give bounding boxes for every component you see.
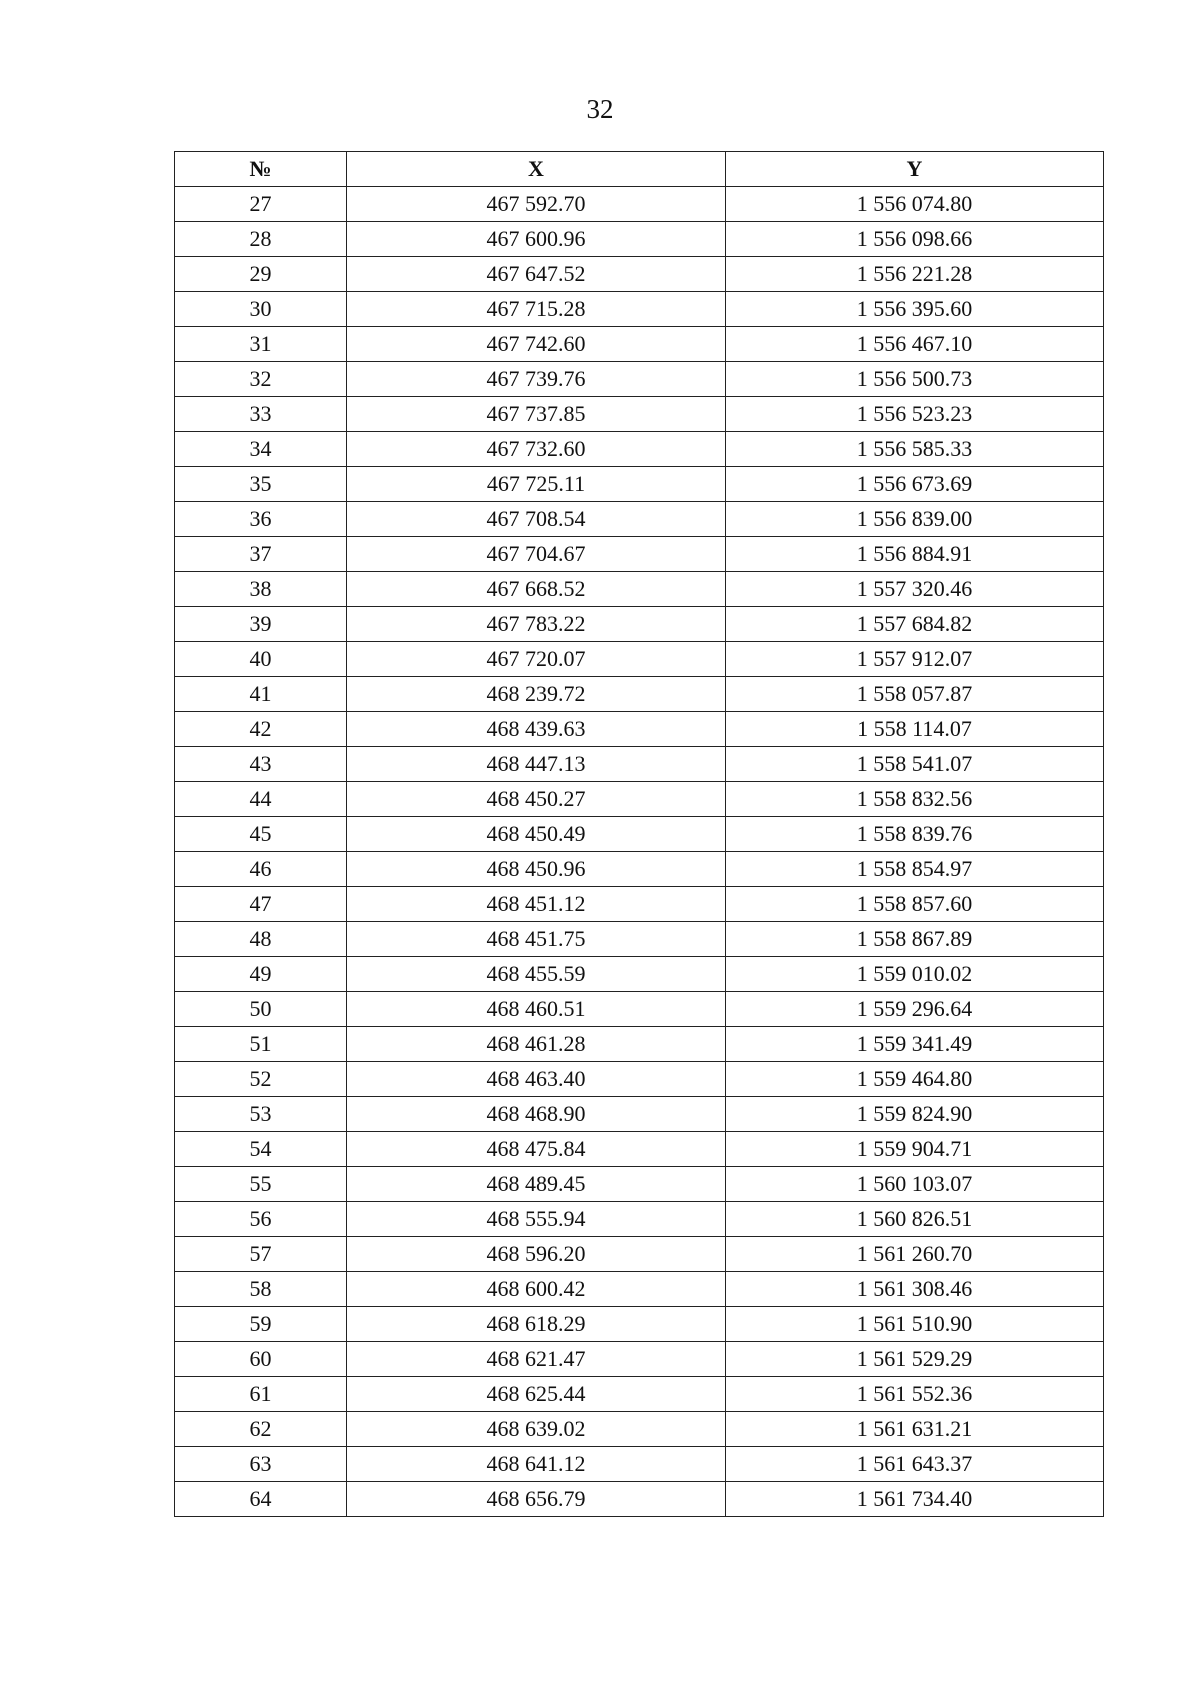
x-coordinate-cell: 468 447.13 xyxy=(347,747,726,782)
point-number-cell: 43 xyxy=(175,747,347,782)
table-body xyxy=(175,187,1104,1517)
y-coordinate-cell: 1 560 826.51 xyxy=(726,1202,1104,1237)
point-number-cell: 44 xyxy=(175,782,347,817)
table-row xyxy=(175,607,1104,642)
table-row xyxy=(175,1027,1104,1062)
y-coordinate-cell: 1 561 552.36 xyxy=(726,1377,1104,1412)
x-coordinate-cell: 467 668.52 xyxy=(347,572,726,607)
point-number-cell: 49 xyxy=(175,957,347,992)
table-row xyxy=(175,1412,1104,1447)
x-coordinate-cell: 468 618.29 xyxy=(347,1307,726,1342)
x-coordinate-cell: 468 489.45 xyxy=(347,1167,726,1202)
y-coordinate-cell: 1 556 467.10 xyxy=(726,327,1104,362)
table-row xyxy=(175,887,1104,922)
x-coordinate-cell: 467 737.85 xyxy=(347,397,726,432)
point-number-cell: 59 xyxy=(175,1307,347,1342)
y-coordinate-cell: 1 559 010.02 xyxy=(726,957,1104,992)
x-coordinate-cell: 468 460.51 xyxy=(347,992,726,1027)
x-coordinate-cell: 468 239.72 xyxy=(347,677,726,712)
y-coordinate-cell: 1 557 912.07 xyxy=(726,642,1104,677)
x-coordinate-cell: 468 451.12 xyxy=(347,887,726,922)
x-coordinate-cell: 468 625.44 xyxy=(347,1377,726,1412)
point-number-cell: 38 xyxy=(175,572,347,607)
x-coordinate-cell: 467 783.22 xyxy=(347,607,726,642)
point-number-cell: 57 xyxy=(175,1237,347,1272)
y-coordinate-cell: 1 556 523.23 xyxy=(726,397,1104,432)
x-coordinate-cell: 467 725.11 xyxy=(347,467,726,502)
y-coordinate-cell: 1 558 867.89 xyxy=(726,922,1104,957)
point-number-cell: 47 xyxy=(175,887,347,922)
y-coordinate-cell: 1 556 884.91 xyxy=(726,537,1104,572)
point-number-cell: 45 xyxy=(175,817,347,852)
y-coordinate-cell: 1 559 824.90 xyxy=(726,1097,1104,1132)
y-coordinate-cell: 1 561 529.29 xyxy=(726,1342,1104,1377)
table-row xyxy=(175,432,1104,467)
y-coordinate-cell: 1 556 221.28 xyxy=(726,257,1104,292)
table-row xyxy=(175,1167,1104,1202)
table-row xyxy=(175,817,1104,852)
y-coordinate-cell: 1 556 500.73 xyxy=(726,362,1104,397)
header-number: № xyxy=(175,152,347,187)
table-row xyxy=(175,1097,1104,1132)
table-row xyxy=(175,1342,1104,1377)
table-row xyxy=(175,1062,1104,1097)
table-row xyxy=(175,957,1104,992)
x-coordinate-cell: 468 468.90 xyxy=(347,1097,726,1132)
table-row xyxy=(175,1482,1104,1517)
table-row xyxy=(175,572,1104,607)
y-coordinate-cell: 1 561 308.46 xyxy=(726,1272,1104,1307)
table-row xyxy=(175,642,1104,677)
x-coordinate-cell: 468 596.20 xyxy=(347,1237,726,1272)
point-number-cell: 36 xyxy=(175,502,347,537)
table-row xyxy=(175,327,1104,362)
y-coordinate-cell: 1 556 395.60 xyxy=(726,292,1104,327)
point-number-cell: 30 xyxy=(175,292,347,327)
header-x: X xyxy=(347,152,726,187)
x-coordinate-cell: 468 475.84 xyxy=(347,1132,726,1167)
y-coordinate-cell: 1 558 839.76 xyxy=(726,817,1104,852)
y-coordinate-cell: 1 556 585.33 xyxy=(726,432,1104,467)
point-number-cell: 42 xyxy=(175,712,347,747)
y-coordinate-cell: 1 559 341.49 xyxy=(726,1027,1104,1062)
x-coordinate-cell: 468 450.49 xyxy=(347,817,726,852)
x-coordinate-cell: 467 708.54 xyxy=(347,502,726,537)
x-coordinate-cell: 467 742.60 xyxy=(347,327,726,362)
point-number-cell: 55 xyxy=(175,1167,347,1202)
header-row xyxy=(175,152,1104,187)
point-number-cell: 40 xyxy=(175,642,347,677)
y-coordinate-cell: 1 561 631.21 xyxy=(726,1412,1104,1447)
x-coordinate-cell: 468 641.12 xyxy=(347,1447,726,1482)
x-coordinate-cell: 468 450.27 xyxy=(347,782,726,817)
table-row xyxy=(175,257,1104,292)
x-coordinate-cell: 468 463.40 xyxy=(347,1062,726,1097)
table-row xyxy=(175,292,1104,327)
y-coordinate-cell: 1 556 098.66 xyxy=(726,222,1104,257)
x-coordinate-cell: 467 739.76 xyxy=(347,362,726,397)
x-coordinate-cell: 468 600.42 xyxy=(347,1272,726,1307)
table-row xyxy=(175,397,1104,432)
table-row xyxy=(175,677,1104,712)
point-number-cell: 52 xyxy=(175,1062,347,1097)
table-row xyxy=(175,467,1104,502)
y-coordinate-cell: 1 558 857.60 xyxy=(726,887,1104,922)
y-coordinate-cell: 1 558 057.87 xyxy=(726,677,1104,712)
y-coordinate-cell: 1 559 464.80 xyxy=(726,1062,1104,1097)
x-coordinate-cell: 468 555.94 xyxy=(347,1202,726,1237)
x-coordinate-cell: 467 715.28 xyxy=(347,292,726,327)
point-number-cell: 50 xyxy=(175,992,347,1027)
x-coordinate-cell: 468 656.79 xyxy=(347,1482,726,1517)
table-row xyxy=(175,187,1104,222)
point-number-cell: 34 xyxy=(175,432,347,467)
table-row xyxy=(175,922,1104,957)
point-number-cell: 63 xyxy=(175,1447,347,1482)
point-number-cell: 46 xyxy=(175,852,347,887)
point-number-cell: 33 xyxy=(175,397,347,432)
y-coordinate-cell: 1 558 114.07 xyxy=(726,712,1104,747)
y-coordinate-cell: 1 556 839.00 xyxy=(726,502,1104,537)
y-coordinate-cell: 1 561 260.70 xyxy=(726,1237,1104,1272)
y-coordinate-cell: 1 556 074.80 xyxy=(726,187,1104,222)
coordinates-table xyxy=(174,151,1104,1517)
y-coordinate-cell: 1 560 103.07 xyxy=(726,1167,1104,1202)
y-coordinate-cell: 1 561 510.90 xyxy=(726,1307,1104,1342)
x-coordinate-cell: 468 450.96 xyxy=(347,852,726,887)
table-row xyxy=(175,1447,1104,1482)
table-row xyxy=(175,712,1104,747)
y-coordinate-cell: 1 559 904.71 xyxy=(726,1132,1104,1167)
y-coordinate-cell: 1 561 734.40 xyxy=(726,1482,1104,1517)
table-row xyxy=(175,537,1104,572)
point-number-cell: 27 xyxy=(175,187,347,222)
y-coordinate-cell: 1 558 541.07 xyxy=(726,747,1104,782)
point-number-cell: 58 xyxy=(175,1272,347,1307)
point-number-cell: 31 xyxy=(175,327,347,362)
point-number-cell: 61 xyxy=(175,1377,347,1412)
y-coordinate-cell: 1 561 643.37 xyxy=(726,1447,1104,1482)
x-coordinate-cell: 467 704.67 xyxy=(347,537,726,572)
point-number-cell: 28 xyxy=(175,222,347,257)
x-coordinate-cell: 467 592.70 xyxy=(347,187,726,222)
point-number-cell: 54 xyxy=(175,1132,347,1167)
table-row xyxy=(175,747,1104,782)
y-coordinate-cell: 1 559 296.64 xyxy=(726,992,1104,1027)
y-coordinate-cell: 1 558 832.56 xyxy=(726,782,1104,817)
table-row xyxy=(175,1202,1104,1237)
x-coordinate-cell: 467 720.07 xyxy=(347,642,726,677)
x-coordinate-cell: 468 639.02 xyxy=(347,1412,726,1447)
point-number-cell: 53 xyxy=(175,1097,347,1132)
x-coordinate-cell: 468 461.28 xyxy=(347,1027,726,1062)
point-number-cell: 35 xyxy=(175,467,347,502)
table-row xyxy=(175,502,1104,537)
x-coordinate-cell: 467 600.96 xyxy=(347,222,726,257)
point-number-cell: 64 xyxy=(175,1482,347,1517)
table-row xyxy=(175,782,1104,817)
x-coordinate-cell: 468 451.75 xyxy=(347,922,726,957)
point-number-cell: 29 xyxy=(175,257,347,292)
point-number-cell: 60 xyxy=(175,1342,347,1377)
y-coordinate-cell: 1 557 320.46 xyxy=(726,572,1104,607)
x-coordinate-cell: 467 732.60 xyxy=(347,432,726,467)
point-number-cell: 62 xyxy=(175,1412,347,1447)
table-row xyxy=(175,222,1104,257)
table-row xyxy=(175,362,1104,397)
y-coordinate-cell: 1 556 673.69 xyxy=(726,467,1104,502)
y-coordinate-cell: 1 557 684.82 xyxy=(726,607,1104,642)
table-row xyxy=(175,1272,1104,1307)
table-row xyxy=(175,1132,1104,1167)
page-number: 32 xyxy=(586,94,614,124)
x-coordinate-cell: 467 647.52 xyxy=(347,257,726,292)
y-coordinate-cell: 1 558 854.97 xyxy=(726,852,1104,887)
table-row xyxy=(175,992,1104,1027)
table-row xyxy=(175,1307,1104,1342)
x-coordinate-cell: 468 455.59 xyxy=(347,957,726,992)
x-coordinate-cell: 468 439.63 xyxy=(347,712,726,747)
table-row xyxy=(175,1237,1104,1272)
table-row xyxy=(175,852,1104,887)
point-number-cell: 56 xyxy=(175,1202,347,1237)
point-number-cell: 51 xyxy=(175,1027,347,1062)
point-number-cell: 39 xyxy=(175,607,347,642)
point-number-cell: 32 xyxy=(175,362,347,397)
table-row xyxy=(175,1377,1104,1412)
table-header xyxy=(175,152,1104,187)
point-number-cell: 41 xyxy=(175,677,347,712)
header-y: Y xyxy=(726,152,1104,187)
point-number-cell: 48 xyxy=(175,922,347,957)
point-number-cell: 37 xyxy=(175,537,347,572)
x-coordinate-cell: 468 621.47 xyxy=(347,1342,726,1377)
